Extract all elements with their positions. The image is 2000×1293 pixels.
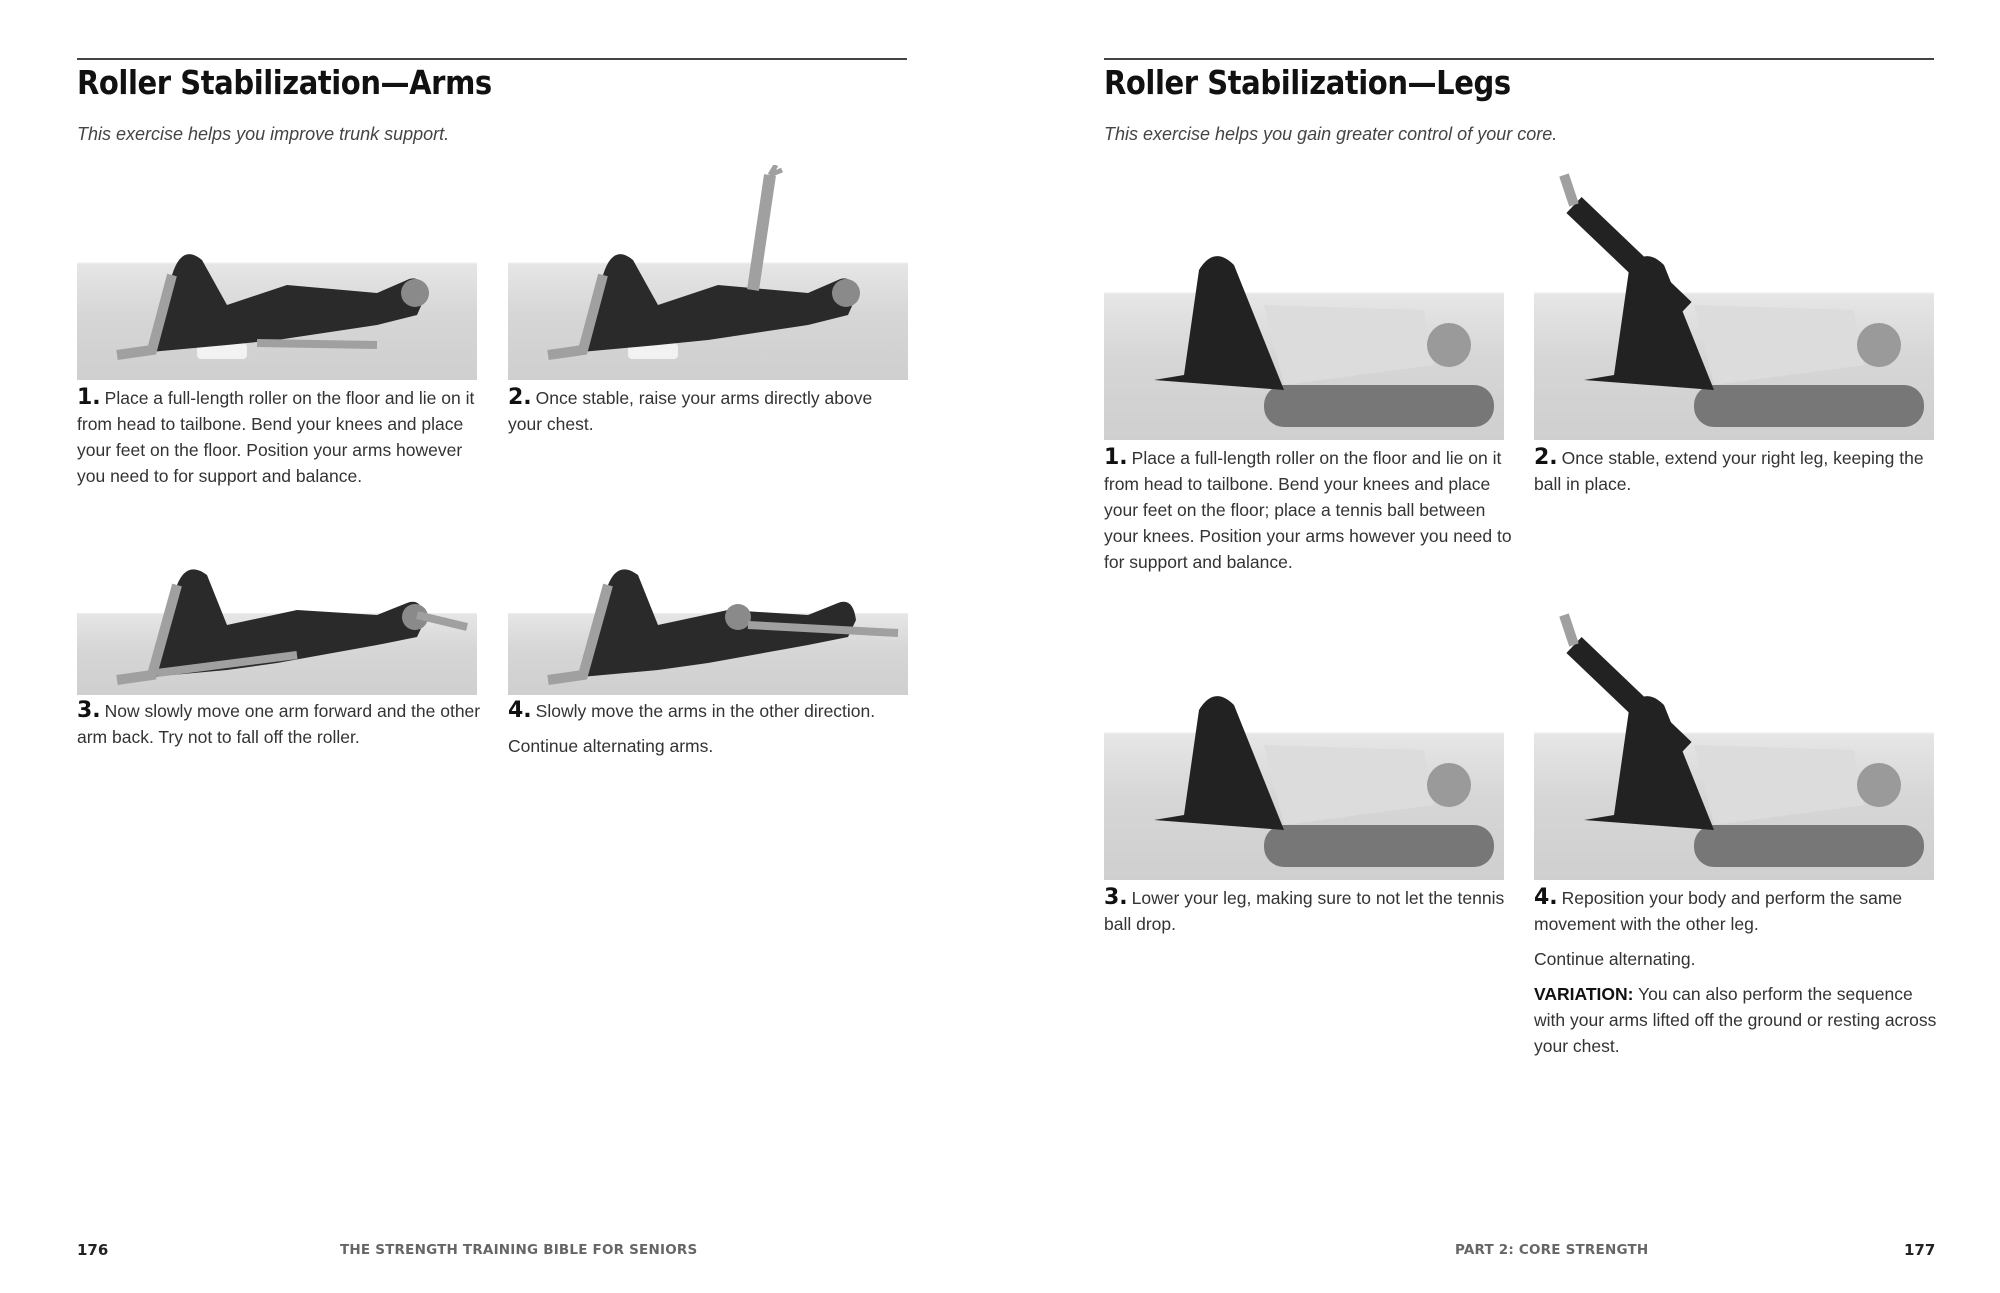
page-number: 176 bbox=[77, 1241, 109, 1259]
exercise-photo-4 bbox=[1534, 610, 1934, 880]
exercise-photo-1 bbox=[77, 165, 477, 380]
step-number: 2. bbox=[508, 385, 532, 410]
figure-illustration bbox=[508, 545, 908, 695]
exercise-photo-3 bbox=[1104, 610, 1504, 880]
exercise-photo-4 bbox=[508, 545, 908, 695]
step-2 bbox=[1534, 445, 1944, 497]
step-3 bbox=[77, 698, 487, 750]
step-3 bbox=[1104, 885, 1514, 937]
step-text: Once stable, extend your right leg, keeping the ball in place. bbox=[1534, 448, 1924, 494]
figure-illustration bbox=[1534, 610, 1934, 880]
exercise-photo-2 bbox=[1534, 170, 1934, 440]
step-text: Reposition your body and perform the same movement with the other leg. bbox=[1534, 888, 1903, 934]
step-number: 1. bbox=[77, 385, 101, 410]
step-number: 4. bbox=[1534, 885, 1558, 910]
figure-illustration bbox=[1104, 610, 1504, 880]
step-note: Continue alternating. bbox=[1534, 949, 1696, 969]
figure-illustration bbox=[1104, 170, 1504, 440]
right-page bbox=[1000, 0, 2000, 1293]
step-number: 1. bbox=[1104, 445, 1128, 470]
figure-illustration bbox=[77, 165, 477, 380]
running-head: THE STRENGTH TRAINING BIBLE FOR SENIORS bbox=[340, 1242, 698, 1258]
page-subtitle: This exercise helps you improve trunk support. bbox=[77, 124, 450, 144]
exercise-photo-2 bbox=[508, 165, 908, 380]
exercise-photo-1 bbox=[1104, 170, 1504, 440]
step-number: 3. bbox=[1104, 885, 1128, 910]
variation-label: VARIATION: bbox=[1534, 984, 1634, 1004]
page-subtitle: This exercise helps you gain greater control of your core. bbox=[1104, 124, 1558, 144]
variation-note bbox=[1534, 981, 1944, 1059]
step-4 bbox=[1534, 885, 1944, 1059]
figure-illustration bbox=[1534, 170, 1934, 440]
step-note: Continue alternating arms. bbox=[508, 736, 714, 756]
step-text: Once stable, raise your arms directly above your chest. bbox=[508, 388, 873, 434]
step-number: 2. bbox=[1534, 445, 1558, 470]
step-text: Place a full-length roller on the floor and lie on it from head to tailbone. Bend your knees and place your feet on the floor. Position your arms however you need to for support and balance. bbox=[77, 388, 475, 486]
running-head: PART 2: CORE STRENGTH bbox=[1455, 1242, 1649, 1258]
page-title: Roller Stabilization—Arms bbox=[77, 63, 492, 102]
figure-illustration bbox=[77, 545, 477, 695]
figure-illustration bbox=[508, 165, 908, 380]
step-2 bbox=[508, 385, 908, 437]
step-number: 3. bbox=[77, 698, 101, 723]
variation-text: You can also perform the sequence with your arms lifted off the ground or resting across your chest. bbox=[1534, 984, 1937, 1056]
page-title: Roller Stabilization—Legs bbox=[1104, 63, 1511, 102]
step-number: 4. bbox=[508, 698, 532, 723]
step-1 bbox=[77, 385, 487, 489]
title-rule bbox=[1104, 58, 1934, 60]
step-4 bbox=[508, 698, 908, 759]
exercise-photo-3 bbox=[77, 545, 477, 695]
step-1 bbox=[1104, 445, 1514, 575]
step-text: Lower your leg, making sure to not let the tennis ball drop. bbox=[1104, 888, 1505, 934]
page-number: 177 bbox=[1904, 1241, 1936, 1259]
title-rule bbox=[77, 58, 907, 60]
step-text: Now slowly move one arm forward and the other arm back. Try not to fall off the roller. bbox=[77, 701, 481, 747]
step-text: Slowly move the arms in the other direction. bbox=[535, 701, 876, 721]
step-text: Place a full-length roller on the floor and lie on it from head to tailbone. Bend your knees and place your feet on the floor; place a tennis ball between your knees. Position your arms however you need to for support and balance. bbox=[1104, 448, 1512, 572]
